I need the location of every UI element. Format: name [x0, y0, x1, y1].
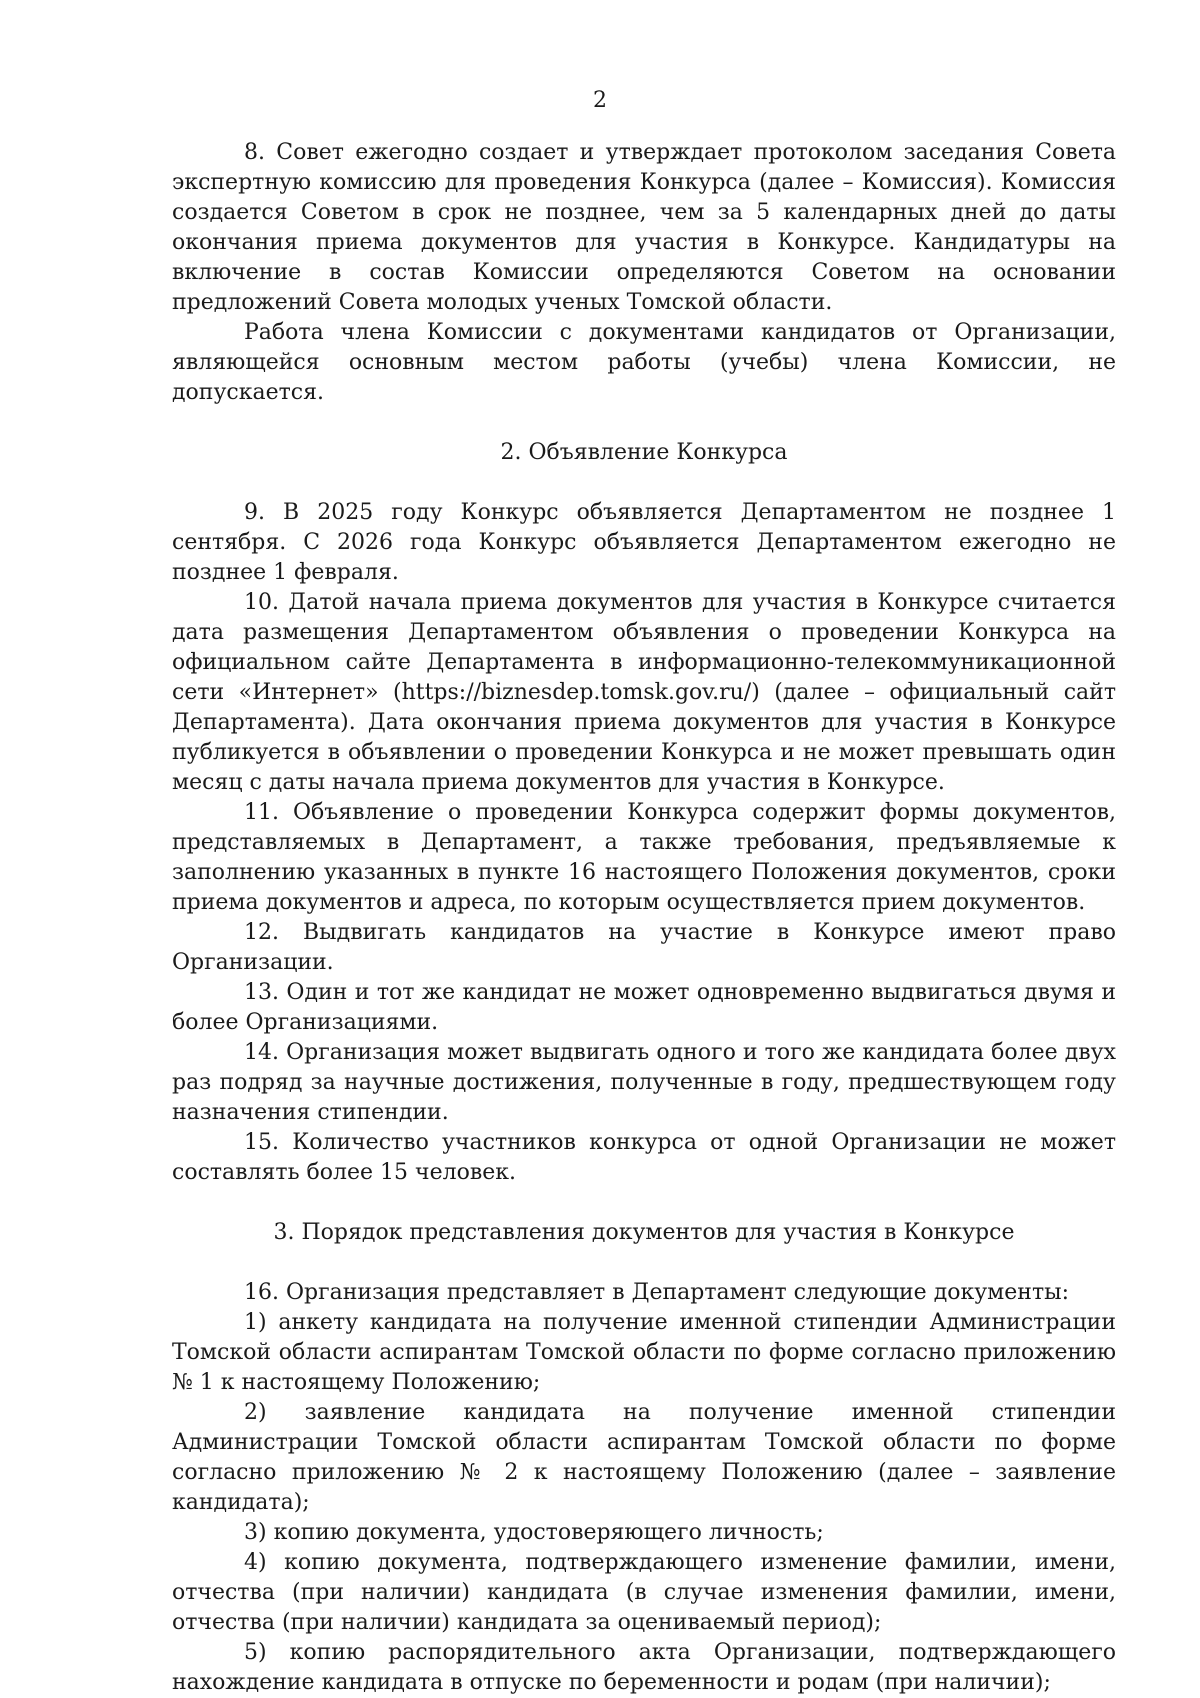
paragraph-9: 9. В 2025 году Конкурс объявляется Департаментом не позднее 1 сентября. С 2026 года Конкурс объявляется Департаментом ежегодно не позднее 1 февраля.: [172, 500, 1116, 585]
paragraph-12: 12. Выдвигать кандидатов на участие в Конкурсе имеют право Организации.: [172, 920, 1116, 975]
list-item-3: 3) копию документа, удостоверяющего личность;: [244, 1520, 824, 1545]
paragraph-commission-note: Работа члена Комиссии с документами кандидатов от Организации, являющейся основным местом работы (учебы) члена Комиссии, не допускается.: [172, 320, 1116, 405]
section-heading-3: 3. Порядок представления документов для участия в Конкурсе: [273, 1220, 1015, 1245]
section-heading-2: 2. Объявление Конкурса: [500, 440, 788, 465]
paragraph-11: 11. Объявление о проведении Конкурса содержит формы документов, представляемых в Департамент, а также требования, предъявляемые к заполнению указанных в пункте 16 настоящего Положения документов, сроки приема документов и адреса, по которым осуществляется прием документов.: [172, 800, 1116, 915]
list-item-5: 5) копию распорядительного акта Организации, подтверждающего нахождение кандидата в отпуске по беременности и родам (при наличии);: [172, 1640, 1116, 1695]
paragraph-16: 16. Организация представляет в Департамент следующие документы:: [244, 1280, 1070, 1305]
paragraph-15: 15. Количество участников конкурса от одной Организации не может составлять более 15 человек.: [172, 1130, 1116, 1185]
paragraph-10: 10. Датой начала приема документов для участия в Конкурсе считается дата размещения Департаментом объявления о проведении Конкурса на официальном сайте Департамента в информационно-телекоммуникационной сети «Интернет» (https://biznesdep.tomsk.gov.ru/) (далее – официальный сайт Департамента). Дата окончания приема документов для участия в Конкурсе публикуется в объявлении о проведении Конкурса и не может превышать один месяц с даты начала приема документов для участия в Конкурсе.: [172, 590, 1116, 795]
list-item-2: 2) заявление кандидата на получение именной стипендии Администрации Томской области аспирантам Томской области по форме согласно приложению № 2 к настоящему Положению (далее – заявление кандидата);: [172, 1400, 1116, 1515]
paragraph-13: 13. Один и тот же кандидат не может одновременно выдвигаться двумя и более Организациями.: [172, 980, 1116, 1035]
list-item-1: 1) анкету кандидата на получение именной стипендии Администрации Томской области аспирантам Томской области по форме согласно приложению № 1 к настоящему Положению;: [172, 1310, 1116, 1395]
page-number: 2: [593, 88, 607, 113]
paragraph-14: 14. Организация может выдвигать одного и того же кандидата более двух раз подряд за научные достижения, полученные в году, предшествующем году назначения стипендии.: [172, 1040, 1116, 1125]
paragraph-8: 8. Совет ежегодно создает и утверждает протоколом заседания Совета экспертную комиссию для проведения Конкурса (далее – Комиссия). Комиссия создается Советом в срок не позднее, чем за 5 календарных дней до даты окончания приема документов для участия в Конкурсе. Кандидатуры на включение в состав Комиссии определяются Советом на основании предложений Совета молодых ученых Томской области.: [172, 140, 1116, 315]
list-item-4: 4) копию документа, подтверждающего изменение фамилии, имени, отчества (при наличии) кандидата (в случае изменения фамилии, имени, отчества (при наличии) кандидата за оцениваемый период);: [172, 1550, 1116, 1635]
document-body: [172, 138, 1116, 1698]
